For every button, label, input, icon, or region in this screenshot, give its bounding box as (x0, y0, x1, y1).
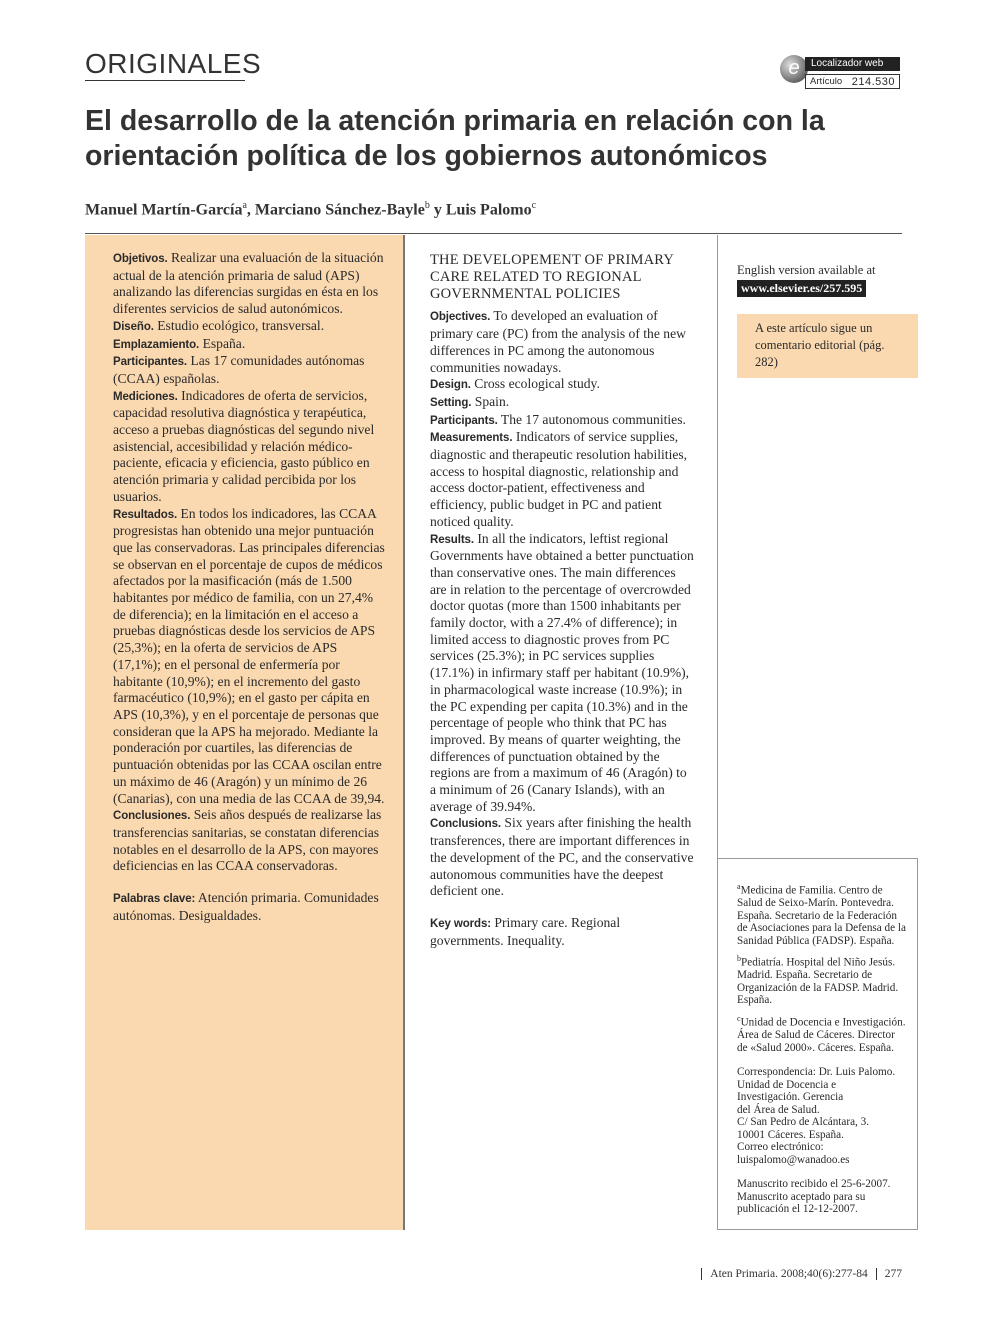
correspondence-line: C/ San Pedro de Alcántara, 3. (737, 1116, 870, 1129)
correspondence-line: Correspondencia: Dr. Luis Palomo. (737, 1066, 896, 1079)
section-label: Objetivos. (113, 253, 168, 265)
section-text: In all the indicators, leftist regional Governments have obtained a better punctuation than conservative ones. The main differences are in relation to the percentage of overcrowded doctor quotas (more than 1500 inhabitants per family doctor, with a 27.4% of difference); in limited access to diagnostic proves from PC services (25.3%); in PC services supplies (17.1%) in infirmary staff per habitant (10.9%), in pharmacological waste increase (10.9%); in the PC expending per capita (10.3%) and in the percentage of people who think that PC has improved. By means of quarter weighting, the differences of punctuation obtained by the regions are from a maximum of 46 (Aragón) to a minimum of 26 (Canary Islands), with an average of 39.94%. (430, 530, 694, 814)
article-label: Artículo (810, 76, 843, 87)
section-label: Conclusiones. (113, 810, 191, 823)
affiliation-text: Medicina de Familia. Centro de Salud de Seixo-Marín. Pontevedra. España. Secretario de la Federación de Asociaciones para la Defensa de la Sanidad Pública (FADSP). España. (737, 884, 906, 947)
section-label: Results. (430, 533, 474, 546)
affiliations (737, 881, 907, 1222)
abstract-section (113, 807, 385, 875)
author-name: Marciano Sánchez-Bayle (254, 201, 425, 219)
affiliation-item (737, 881, 907, 947)
abstract-section (430, 412, 695, 430)
author-affiliation-mark: b (424, 200, 430, 211)
correspondence-line: del Área de Salud. (737, 1103, 820, 1116)
section-text: Indicadores de oferta de servicios, capacidad resolutiva diagnóstica y terapéutica, acceso a pruebas diagnósticas del segundo nivel asistencial, accesibilidad y relación médico-paciente, eficacia y eficiencia, gasto público en atención primaria y calidad percibida por los usuarios. (113, 387, 375, 504)
correspondence-line: Investigación. Gerencia (737, 1091, 844, 1104)
abstract-spanish (113, 250, 385, 924)
elsevier-e-icon: e (780, 55, 808, 83)
keywords-text: Atención primaria. Comunidades autónomas. Desigualdades. (113, 890, 379, 923)
section-label: Objectives. (430, 311, 491, 324)
keywords-english (430, 915, 695, 949)
section-label: ORIGINALES (85, 48, 262, 79)
abstract-section (430, 429, 695, 530)
affiliations-box (717, 858, 918, 1230)
section-label: Resultados. (113, 508, 178, 521)
abstract-section (113, 318, 385, 336)
web-locator-label: Localizador web (805, 57, 900, 71)
abstract-spanish-panel (85, 235, 405, 1230)
abstract-section (113, 388, 385, 506)
manuscript-dates (737, 1178, 907, 1216)
manuscript-line: publicación el 12-12-2007. (737, 1203, 858, 1216)
abstract-section (113, 353, 385, 387)
affiliation-mark: c (737, 1013, 741, 1023)
author-name: Manuel Martín-García (85, 201, 243, 219)
section-text: Realizar una evaluación de la situación actual de la atención primaria de salud (APS) analizando las diferencias surgidas en ésta en los diferentes servicios de salud autonómicos. (113, 250, 384, 317)
footer-separator (701, 1268, 702, 1280)
affiliation-text: Pediatría. Hospital del Niño Jesús. Madrid. España. Secretario de Organización de la FADSP. Madrid. España. (737, 956, 899, 1007)
elsevier-link[interactable]: www.elsevier.es/257.595 (737, 280, 866, 297)
abstract-section (113, 250, 385, 318)
english-title: THE DEVELOPEMENT OF PRIMARY CARE RELATED TO REGIONAL GOVERNMENTAL POLICIES (430, 252, 674, 302)
keywords-label: Key words: (430, 918, 491, 930)
authors-rule (85, 233, 902, 234)
section-label: Diseño. (113, 320, 154, 333)
section-label: Measurements. (430, 432, 513, 445)
section-text: Seis años después de realizarse las transferencias sanitarias, se constatan diferencias notables en el desarrollo de la APS, con mayores deficiencias en las CCAA conservadoras. (113, 807, 382, 874)
section-text: Indicators of service supplies, diagnostic and therapeutic resolution habilities, access to hospital diagnostic, relationship and access doctor-patient, effectiveness and efficiency, public budget in PC and patient noticed quality. (430, 429, 688, 529)
keywords-label: Palabras clave: (113, 893, 196, 906)
affiliation-mark: b (737, 954, 741, 964)
author-affiliation-mark: a (242, 200, 247, 211)
article-locator (805, 74, 900, 89)
abstract-section (430, 815, 695, 900)
abstract-section (113, 506, 385, 808)
section-text: Cross ecological study. (474, 376, 600, 392)
correspondence-line: 10001 Cáceres. España. (737, 1128, 844, 1141)
section-text: Spain. (474, 393, 510, 409)
correspondence-email[interactable]: luispalomo@wanadoo.es (737, 1153, 850, 1166)
section-text: Las 17 comunidades autónomas (CCAA) españolas. (113, 353, 365, 386)
author-affiliation-mark: c (531, 200, 537, 211)
keywords-text: Primary care. Regional governments. Inequality. (430, 915, 621, 948)
section-text: The 17 autonomous communities. (500, 411, 686, 427)
abstract-section (430, 376, 695, 394)
footer-separator (876, 1268, 877, 1280)
page-footer (693, 1268, 902, 1280)
abstract-section (430, 308, 695, 376)
section-label: Conclusions. (430, 818, 502, 831)
affiliation-item (737, 1013, 907, 1054)
section-rule (85, 80, 245, 81)
section-label: Emplazamiento. (113, 338, 200, 351)
section-text: Estudio ecológico, transversal. (157, 317, 325, 333)
section-label: Participantes. (113, 356, 188, 369)
correspondence-line: Correo electrónico: (737, 1141, 824, 1154)
affiliation-text: Unidad de Docencia e Investigación. Área de Salud de Cáceres. Director de «Salud 2000». Cáceres. España. (737, 1016, 906, 1054)
section-label: Design. (430, 379, 471, 392)
affiliation-item (737, 953, 907, 1007)
english-version-note (737, 263, 917, 297)
section-text: Six years after finishing the health transferences, there are important differences in the development of the PC, and the conservative autonomous communities have the deepest deficient one. (430, 815, 694, 899)
correspondence-line: Unidad de Docencia e (737, 1078, 837, 1091)
keywords-spanish (113, 890, 385, 924)
abstract-section (430, 394, 695, 412)
abstract-section (113, 336, 385, 354)
article-number: 214.530 (851, 76, 895, 88)
author-separator: , (246, 201, 255, 219)
affiliation-mark: a (737, 882, 741, 891)
correspondence (737, 1066, 907, 1166)
author-separator: y (429, 201, 446, 219)
author-list (85, 200, 536, 219)
section-label: Mediciones. (113, 390, 178, 403)
web-locator-badge[interactable] (780, 55, 902, 91)
section-text: En todos los indicadores, las CCAA progresistas han obtenido una mejor puntuación que las conservadoras. Las principales diferencias se observan en el porcentaje de cupos de médicos afectados por la masificación (más de 1.500 habitantes por médico de familia, con un 27,4% de diferencia); en la limitación en el acceso a pruebas diagnósticas desde los servicios de APS (25,3%); en la oferta de servicios de APS (17,1%); en el personal de enfermería por habitante (10,9%); en el incremento del gasto farmacéutico (10,9%); en el gasto per cápita en APS (10,3%), y en el porcentaje de personas que consideran que la APS ha mejorado. Mediante la ponderación por cuartiles, las diferencias de puntuación obtenidas por las CCAA oscilan entre un máximo de 46 (Aragón) y un mínimo de 26 (Canarias), con una media de las CCAA de 39,94. (113, 505, 385, 806)
english-version-text: English version available at (737, 263, 876, 277)
abstract-section (430, 531, 695, 816)
manuscript-line: Manuscrito recibido el 25-6-2007. (737, 1178, 891, 1191)
section-label: Participants. (430, 414, 498, 427)
editorial-note-box: A este artículo sigue un comentario editorial (pág. 282) (737, 314, 918, 378)
abstract-english (430, 252, 695, 949)
author-name: Luis Palomo (445, 201, 532, 219)
page-number: 277 (884, 1268, 902, 1280)
section-text: España. (202, 335, 246, 351)
journal-citation: Aten Primaria. 2008;40(6):277-84 (710, 1268, 868, 1280)
manuscript-line: Manuscrito aceptado para su (737, 1190, 866, 1203)
section-text: To developed an evaluation of primary care (PC) from the analysis of the new differences in PC among the autonomous communities nowadays. (430, 308, 686, 375)
article-title: El desarrollo de la atención primaria en relación con la orientación política de los gobiernos autonómicos (85, 105, 825, 172)
section-label: Setting. (430, 396, 472, 409)
